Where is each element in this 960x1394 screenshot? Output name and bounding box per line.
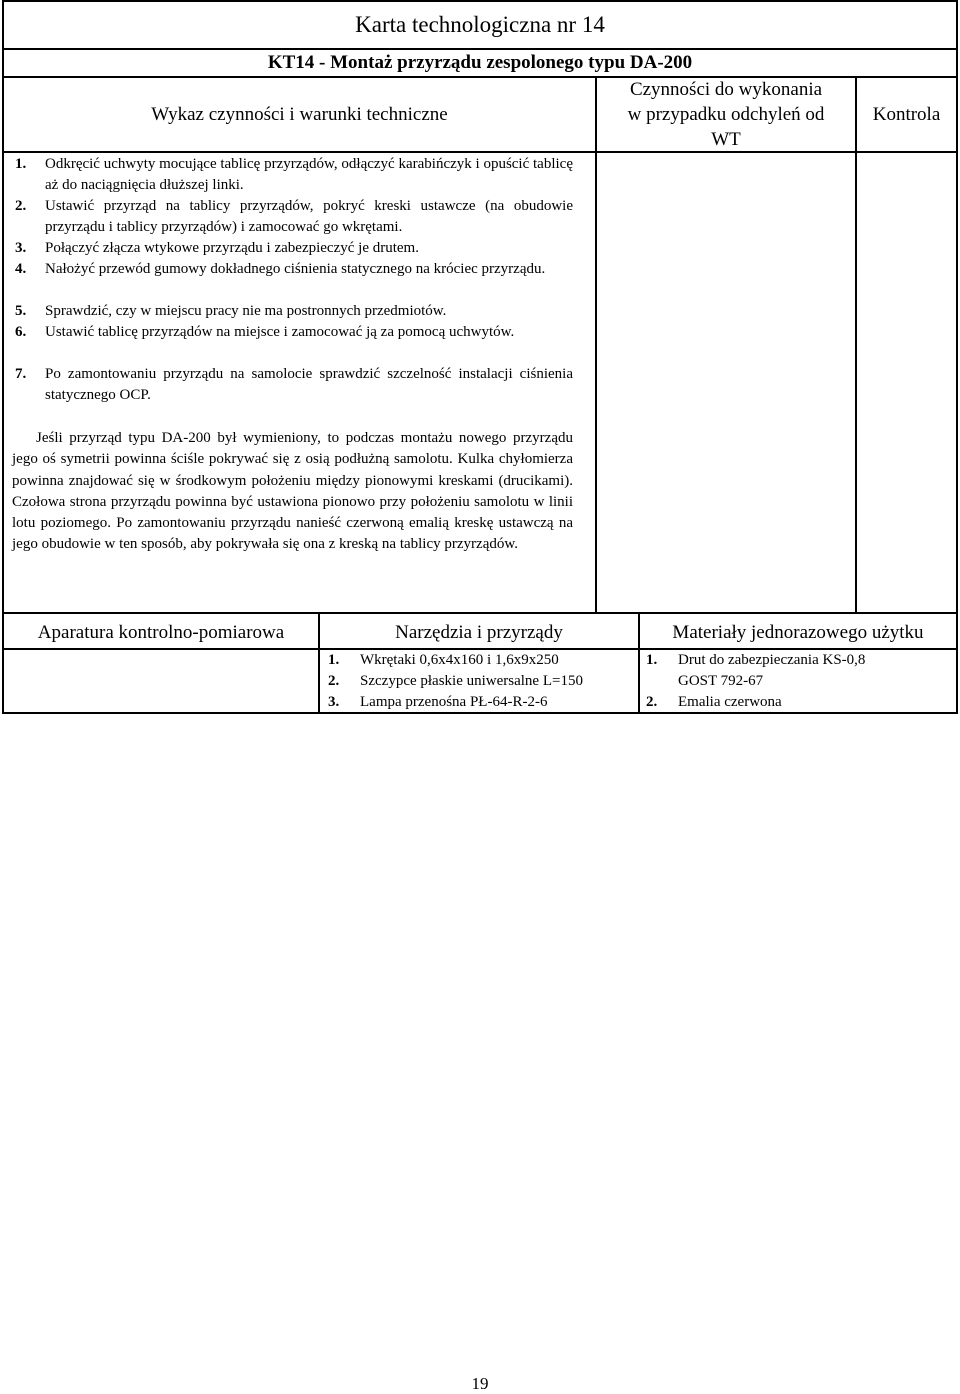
tool-text: Lampa przenośna PŁ-64-R-2-6 bbox=[360, 694, 548, 710]
main-bottom-border bbox=[2, 612, 958, 614]
header-deviation-line1: Czynności do wykonania bbox=[629, 79, 823, 100]
tool-item bbox=[328, 650, 638, 671]
tool-item bbox=[328, 692, 638, 713]
step-item bbox=[15, 238, 573, 259]
tool-item bbox=[328, 671, 638, 692]
material-number: 1. bbox=[646, 652, 658, 668]
step-text: Ustawić tablicę przyrządów na miejsce i zamocować ją za pomocą uchwytów. bbox=[45, 324, 515, 340]
page-number: 19 bbox=[471, 1374, 489, 1393]
step-item bbox=[15, 301, 573, 322]
tool-number: 3. bbox=[328, 694, 340, 710]
material-text-line: Drut do zabezpieczania KS-0,8 bbox=[678, 652, 866, 668]
step-text: Odkręcić uchwyty mocujące tablicę przyrządów, odłączyć karabińczyk i opuścić tablicę aż do naciągnięcia dłuższej linki. bbox=[45, 156, 573, 193]
tool-number: 1. bbox=[328, 652, 340, 668]
header-divider bbox=[2, 151, 595, 153]
page-subtitle: KT14 - Montaż przyrządu zespolonego typu DA-200 bbox=[267, 52, 693, 73]
material-item bbox=[646, 692, 954, 713]
step-number: 5. bbox=[15, 303, 27, 319]
material-text bbox=[678, 650, 954, 692]
material-text: Emalia czerwona bbox=[678, 694, 782, 710]
header-control: Kontrola bbox=[872, 104, 941, 125]
step-text: Ustawić przyrząd na tablicy przyrządów, pokryć kreski ustawcze (na obudowie przyrządu i tablicy przyrządów) i zamocować go wkrętami. bbox=[45, 198, 573, 235]
step-text: Po zamontowaniu przyrządu na samolocie sprawdzić szczelność instalacji ciśnienia statycznego OCP. bbox=[45, 366, 573, 403]
header-tools: Narzędzia i przyrządy bbox=[395, 622, 563, 643]
column-divider-2 bbox=[855, 76, 857, 614]
step-text: Nałożyć przewód gumowy dokładnego ciśnienia statycznego na króciec przyrządu. bbox=[45, 261, 546, 277]
step-number: 2. bbox=[15, 198, 27, 214]
step-number: 4. bbox=[15, 261, 27, 277]
step-item bbox=[15, 154, 573, 196]
tool-text: Wkrętaki 0,6x4x160 i 1,6x9x250 bbox=[360, 652, 559, 668]
tool-text: Szczypce płaskie uniwersalne L=150 bbox=[360, 673, 583, 689]
step-item bbox=[15, 196, 573, 238]
header-deviation-line2: w przypadku odchyleń od bbox=[627, 104, 825, 125]
step-number: 3. bbox=[15, 240, 27, 256]
step-text: Sprawdzić, czy w miejscu pracy nie ma postronnych przedmiotów. bbox=[45, 303, 447, 319]
step-item bbox=[15, 364, 573, 406]
header-activities: Wykaz czynności i warunki techniczne bbox=[151, 104, 448, 125]
header-deviation-line3: WT bbox=[711, 129, 741, 150]
montage-note: Jeśli przyrząd typu DA-200 był wymieniony, to podczas montażu nowego przyrządu jego oś symetrii powinna ściśle pokrywać się z osią podłużną samolotu. Kulka chyłomierza powinna znajdować się w środkowym położeniu między pionowymi kreskami (drucikami). Czołowa strona przyrządu powinna być ustawiona pionowo przy położeniu samolotu w linii lotu poziomego. Po zamontowaniu przyrządu nanieść czerwoną emalią kreskę ustawczą na jego obudowie w ten sposób, aby pokrywała się ona z kreską na tablicy przyrządów. bbox=[12, 430, 573, 553]
step-text: Połączyć złącza wtykowe przyrządu i zabezpieczyć je drutem. bbox=[45, 240, 419, 256]
right-border bbox=[956, 0, 958, 714]
page-title: Karta technologiczna nr 14 bbox=[355, 12, 605, 37]
step-item bbox=[15, 322, 573, 343]
step-item bbox=[15, 259, 573, 280]
table-top-border bbox=[2, 0, 958, 2]
step-number: 1. bbox=[15, 156, 27, 172]
material-item bbox=[646, 650, 954, 692]
material-number: 2. bbox=[646, 694, 658, 710]
material-text-line: GOST 792-67 bbox=[678, 673, 764, 689]
title-divider bbox=[2, 48, 958, 50]
step-number: 7. bbox=[15, 366, 27, 382]
header-deviation-actions bbox=[597, 77, 855, 152]
tool-number: 2. bbox=[328, 673, 340, 689]
step-number: 6. bbox=[15, 324, 27, 340]
header-equipment: Aparatura kontrolno-pomiarowa bbox=[37, 622, 285, 643]
column-divider-1 bbox=[595, 76, 597, 614]
header-materials: Materiały jednorazowego użytku bbox=[672, 622, 924, 643]
